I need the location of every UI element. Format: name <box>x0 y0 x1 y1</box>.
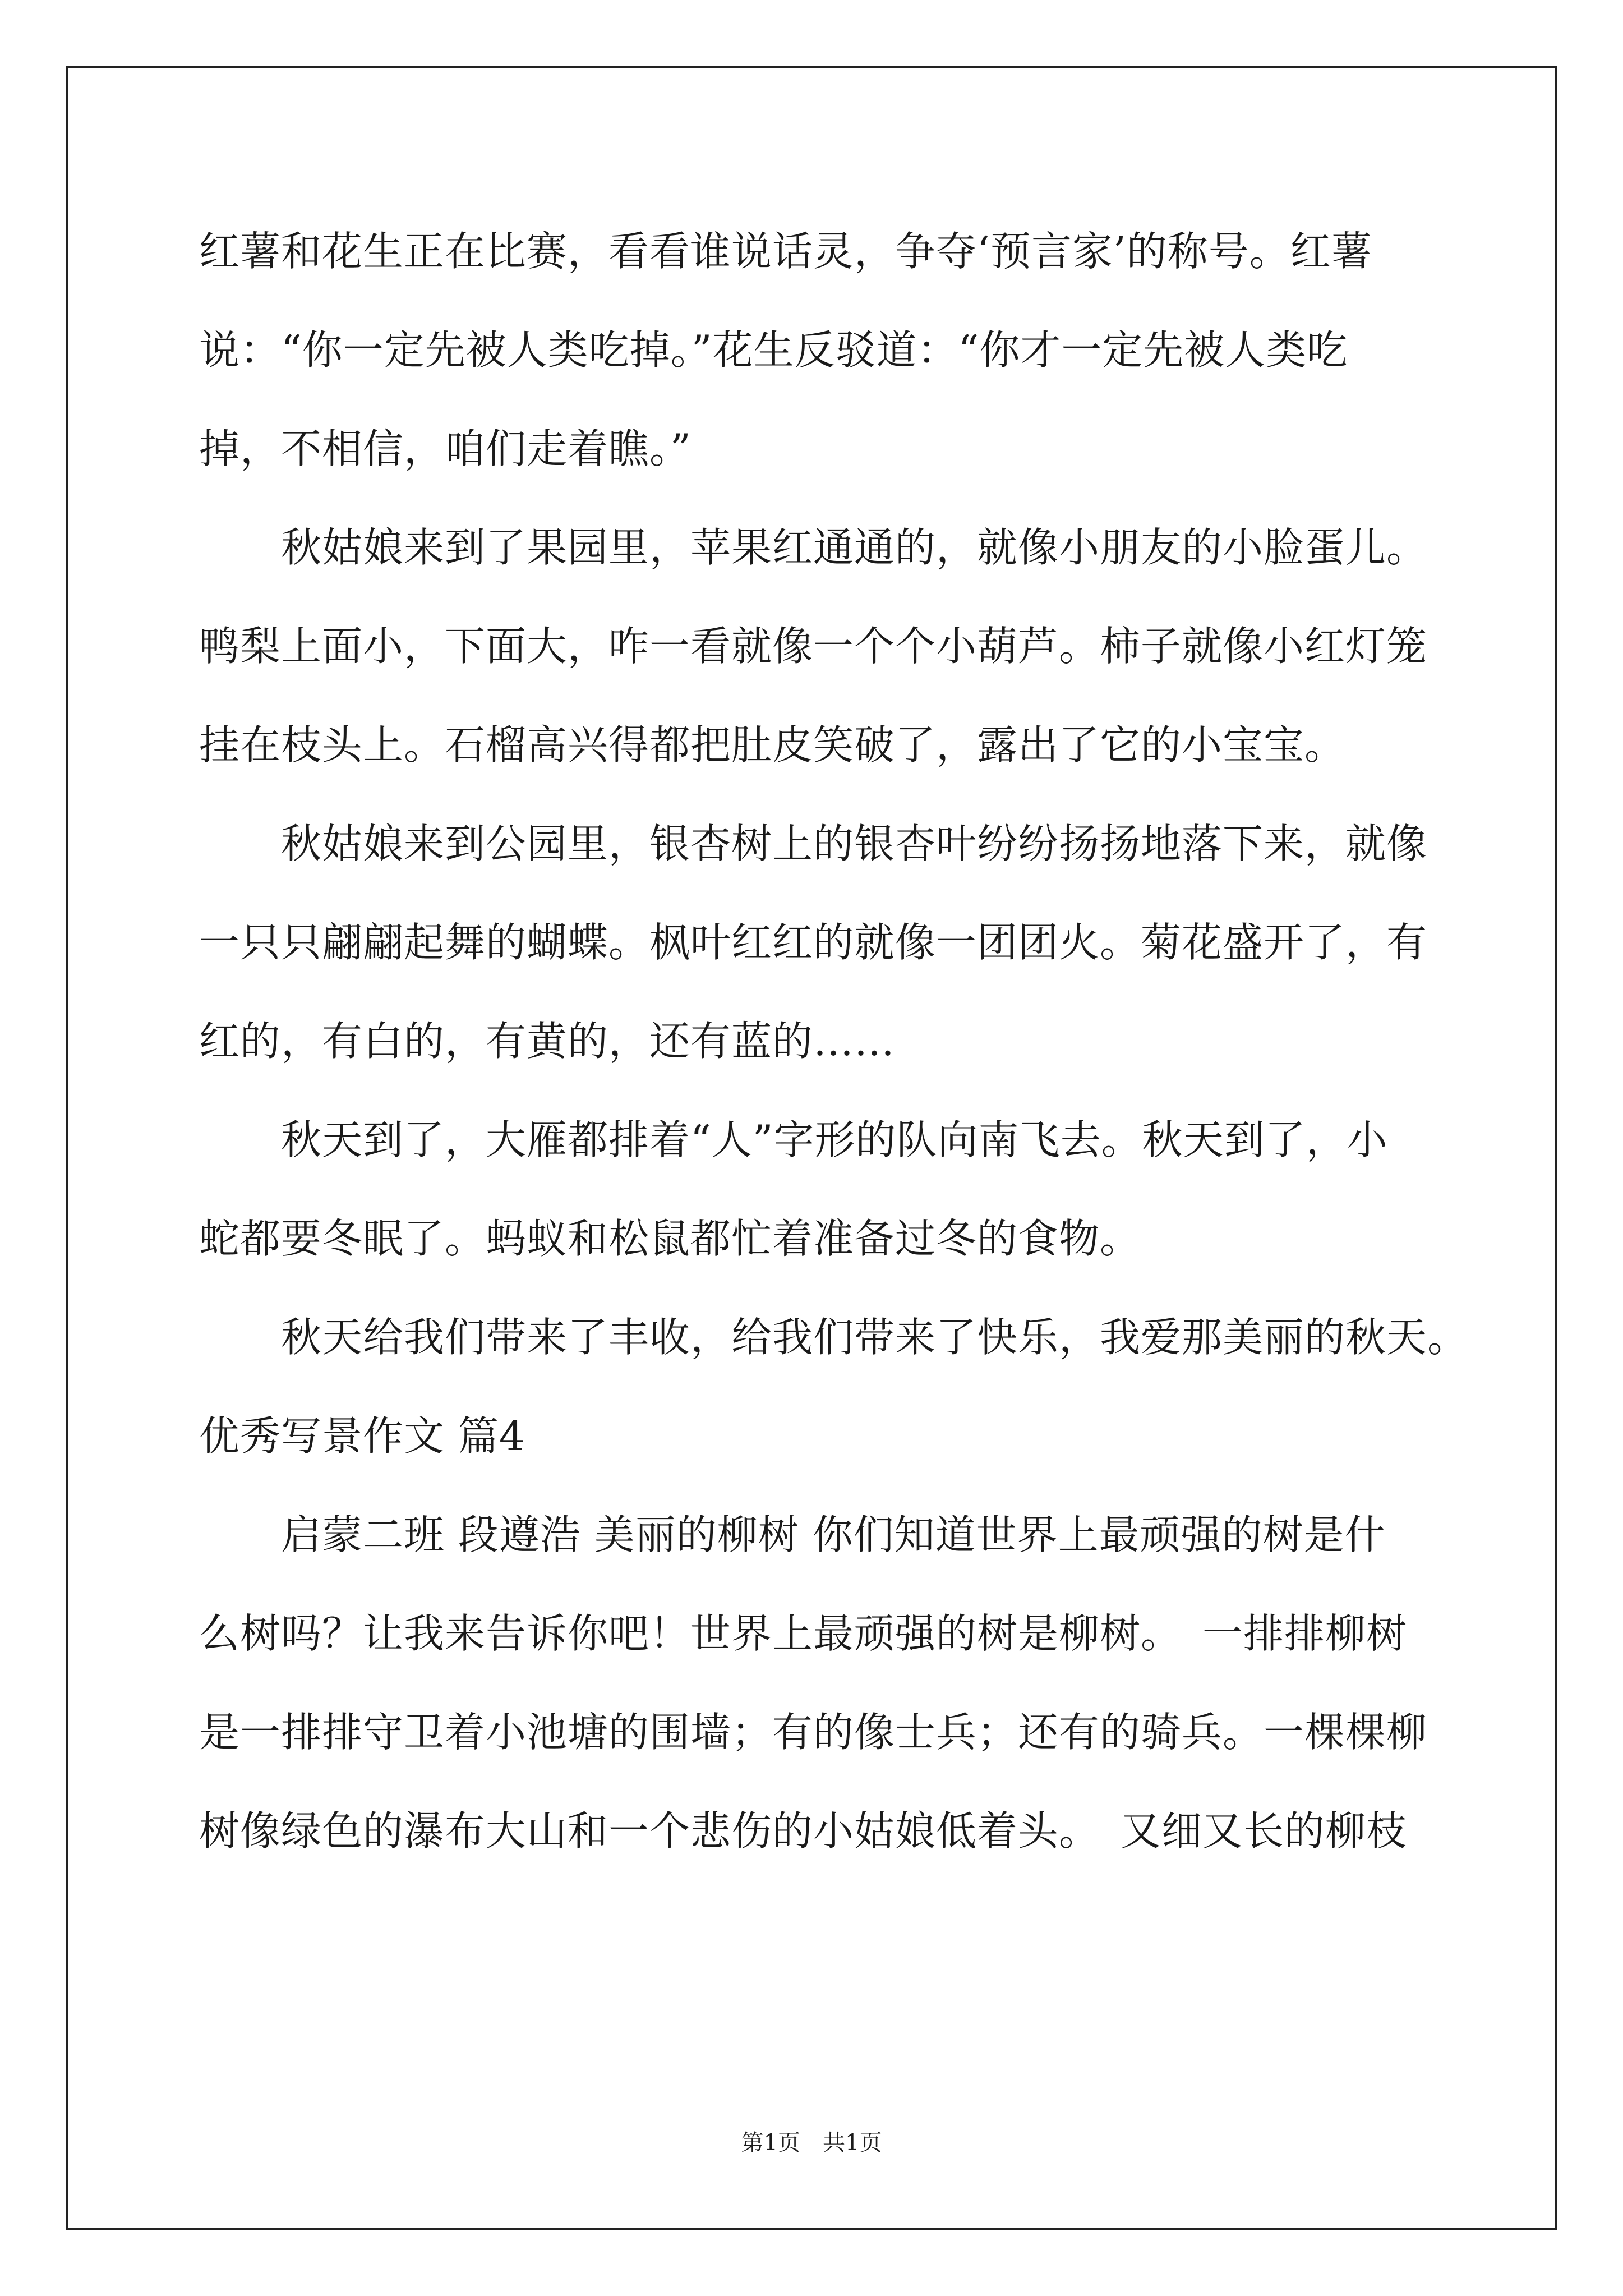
text-line: 红薯和花生正在比赛，看看谁说话灵，争夺‘预言家’的称号。红薯 <box>199 228 1372 275</box>
text-line: 蛇都要冬眠了。蚂蚁和松鼠都忙着准备过冬的食物。 <box>199 1215 1141 1262</box>
text-line: 秋天给我们带来了丰收，给我们带来了快乐，我爱那美丽的秋天。 <box>199 1314 1469 1361</box>
text-line: 是一排排守卫着小池塘的围墙；有的像士兵；还有的骑兵。一棵棵柳 <box>199 1709 1428 1756</box>
text-line: 秋姑娘来到了果园里，苹果红通通的，就像小朋友的小脸蛋儿。 <box>199 524 1428 571</box>
text-line: 启蒙二班 段遵浩 美丽的柳树 你们知道世界上最顽强的树是什 <box>199 1511 1386 1558</box>
text-line: 树像绿色的瀑布大山和一个悲伤的小姑娘低着头。 又细又长的柳枝 <box>199 1807 1408 1855</box>
text-line: 一只只翩翩起舞的蝴蝶。枫叶红红的就像一团团火。菊花盛开了，有 <box>199 919 1428 966</box>
section-heading: 优秀写景作文 篇4 <box>199 1412 525 1460</box>
text-line: 秋姑娘来到公园里，银杏树上的银杏叶纷纷扬扬地落下来，就像 <box>199 820 1428 867</box>
page-number: 第1页 共1页 <box>741 2130 882 2156</box>
text-line: 挂在枝头上。石榴高兴得都把肚皮笑破了，露出了它的小宝宝。 <box>199 721 1346 769</box>
text-line: 掉，不相信，咱们走着瞧。” <box>199 425 691 472</box>
text-line: 么树吗？让我来告诉你吧！世界上最顽强的树是柳树。 一排排柳树 <box>199 1610 1408 1657</box>
text-line: 鸭梨上面小，下面大，咋一看就像一个个小葫芦。柿子就像小红灯笼 <box>199 623 1428 670</box>
text-line: 红的，有白的，有黄的，还有蓝的…… <box>199 1018 896 1065</box>
document-body <box>199 202 1469 1880</box>
text-line: 秋天到了，大雁都排着“人”字形的队向南飞去。秋天到了，小 <box>199 1116 1388 1163</box>
text-line: 说：“你一定先被人类吃掉。”花生反驳道：“你才一定先被人类吃 <box>199 326 1348 374</box>
